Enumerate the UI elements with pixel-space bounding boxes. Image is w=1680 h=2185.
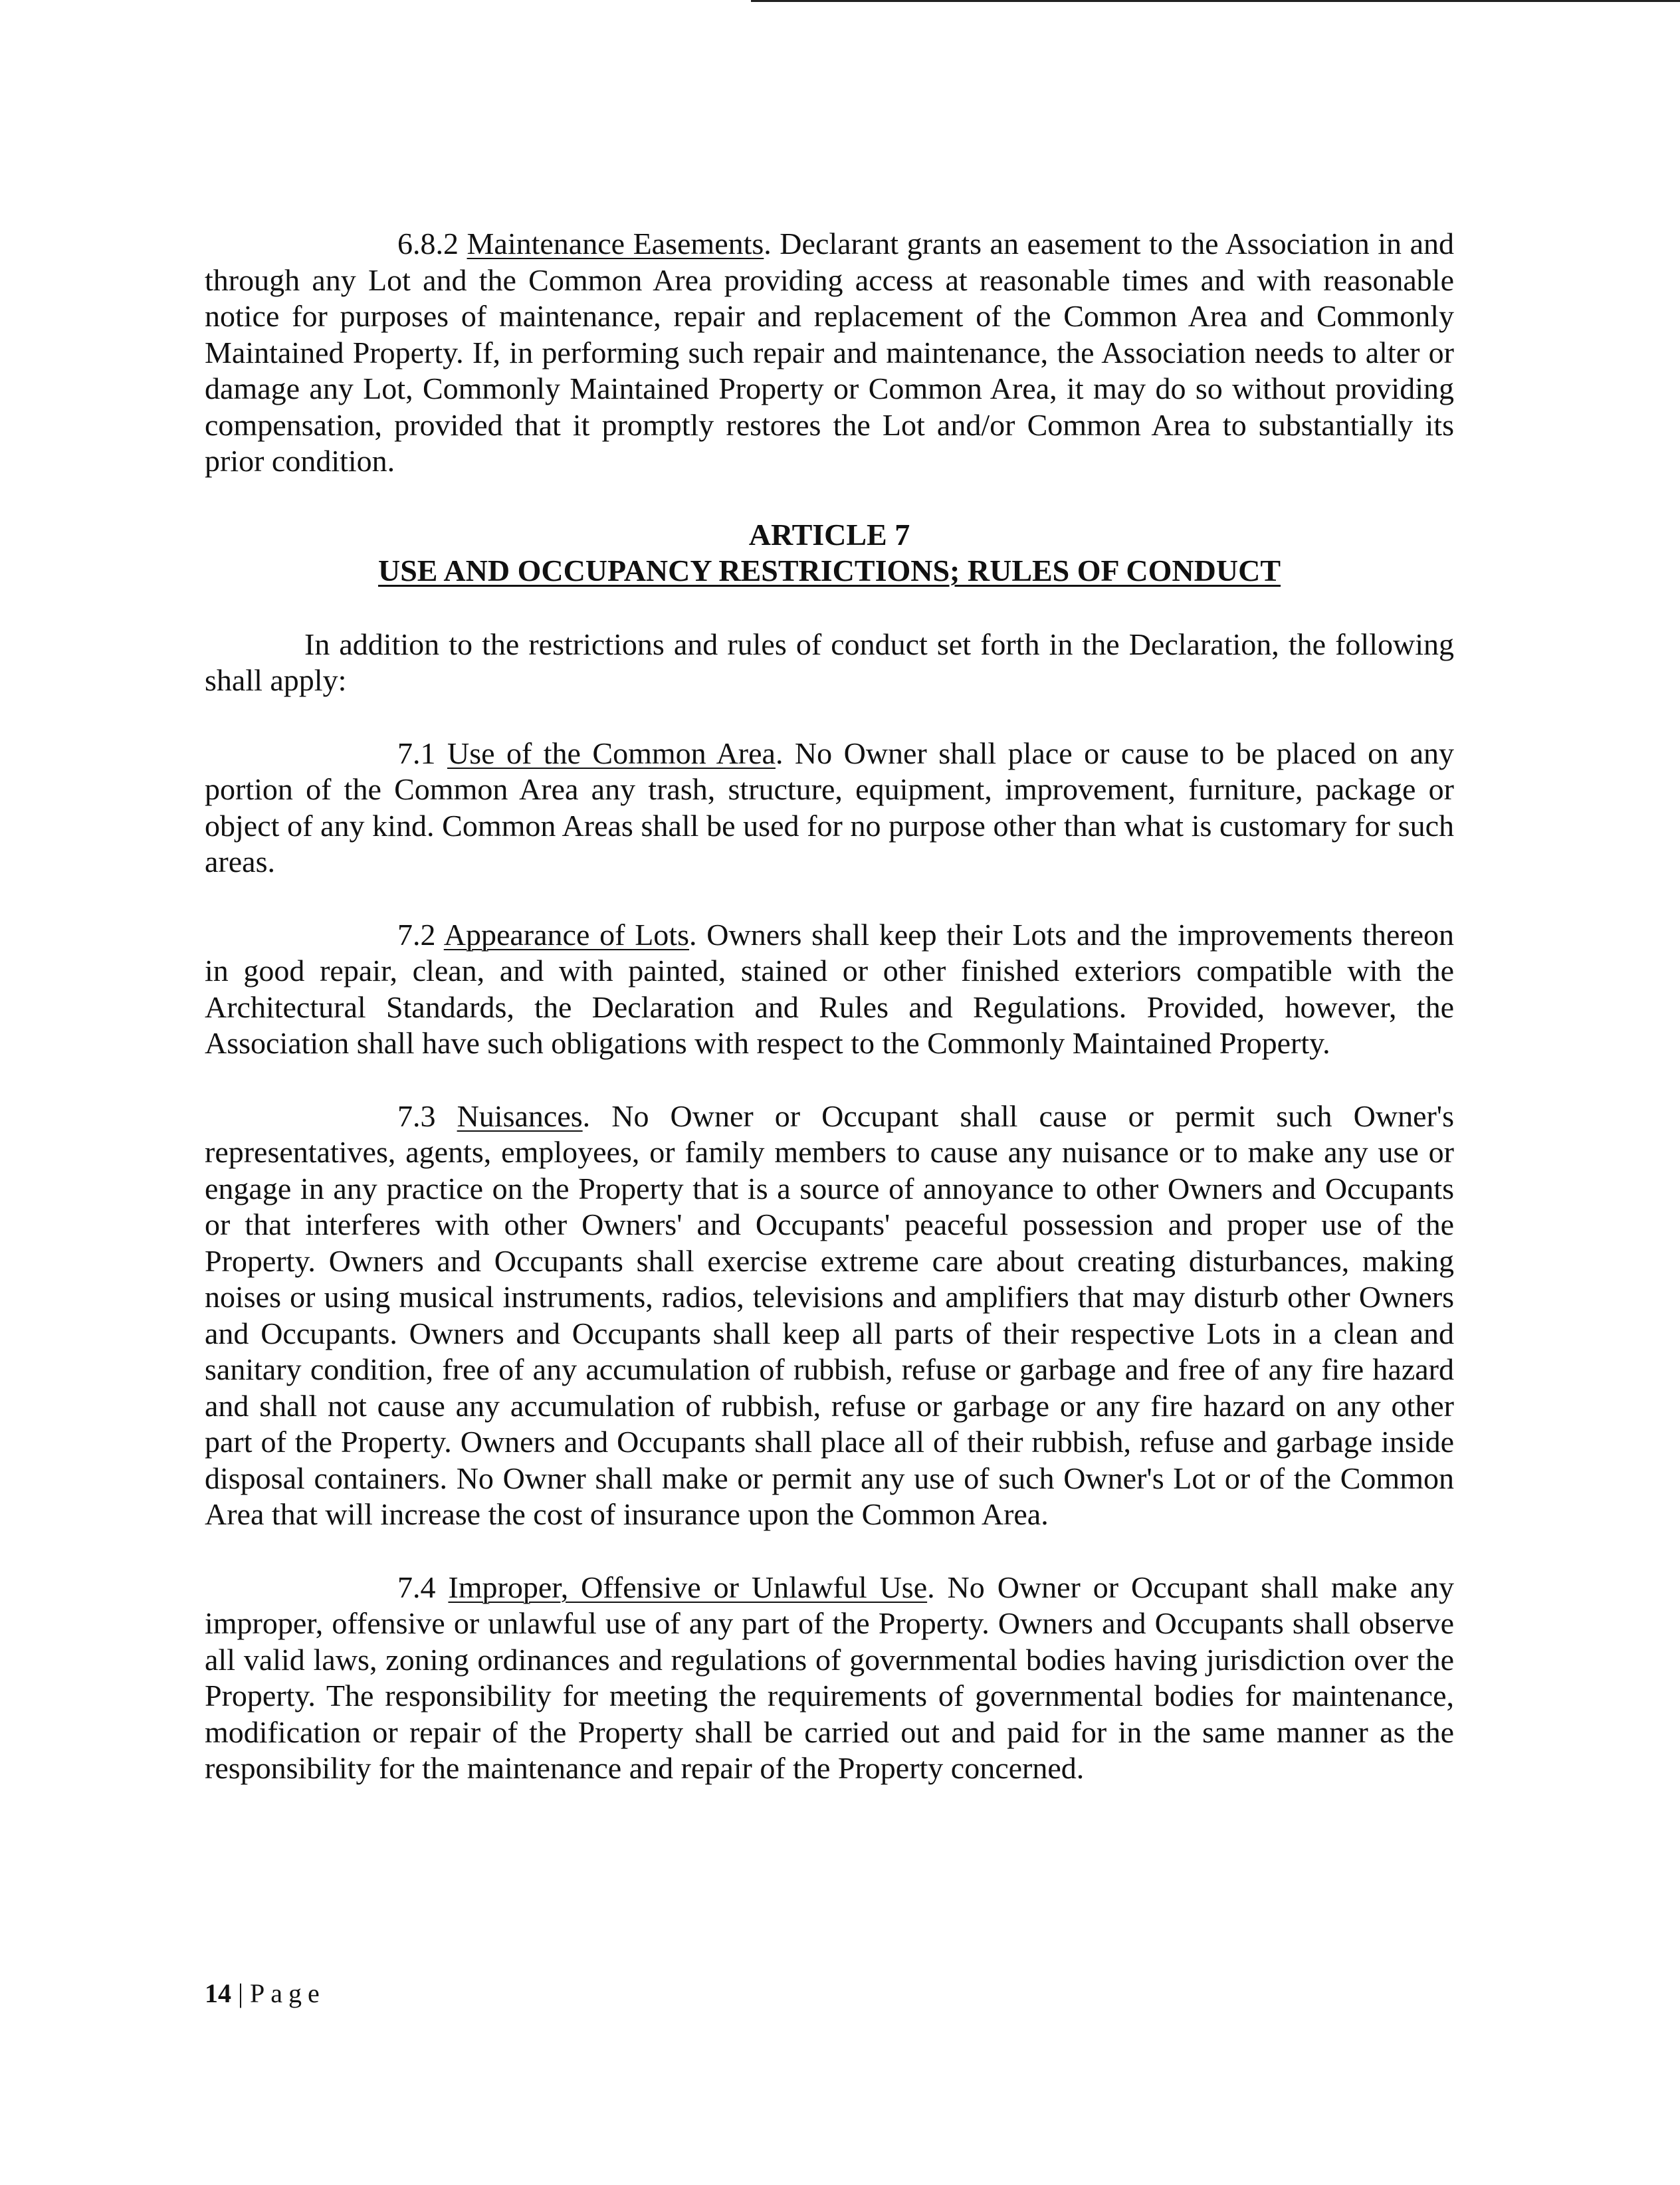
section-7-3 xyxy=(205,1098,1454,1533)
section-7-4 xyxy=(205,1570,1454,1787)
section-text: . No Owner or Occupant shall cause or permit such Owner's representatives, agents, employees, or family members to cause any nuisance or to make any use or engage in any practice on the Property that is a source of annoyance to other Owners and Occupants or that interferes with other Owners' and Occupants' peaceful possession and proper use of the Property. Owners and Occupants shall exercise extreme care about creating disturbances, making noises or using musical instruments, radios, televisions and amplifiers that may disturb other Owners and Occupants. Owners and Occupants shall keep all parts of their respective Lots in a clean and sanitary condition, free of any accumulation of rubbish, refuse or garbage and free of any fire hazard and shall not cause any accumulation of rubbish, refuse or garbage or any fire hazard on any other part of the Property. Owners and Occupants shall place all of their rubbish, refuse and garbage inside disposal containers. No Owner shall make or permit any use of such Owner's Lot or of the Common Area that will increase the cost of insurance upon the Common Area. xyxy=(205,1098,1454,1531)
article-title: USE AND OCCUPANCY RESTRICTIONS; RULES OF CONDUCT xyxy=(377,554,1281,587)
section-heading: Improper, Offensive or Unlawful Use xyxy=(448,1570,928,1604)
section-number: 7.1 xyxy=(397,736,436,770)
footer-separator: | xyxy=(238,1978,244,2008)
article-heading-block xyxy=(205,517,1454,589)
section-text: . No Owner or Occupant shall make any improper, offensive or unlawful use of any part of the Property. Owners and Occupants shall observe all valid laws, zoning ordinances and regulations of governmental bodies having jurisdiction over the Property. The responsibility for meeting the requirements of governmental bodies for maintenance, modification or repair of the Property shall be carried out and paid for in the same manner as the responsibility for the maintenance and repair of the Property concerned. xyxy=(205,1570,1455,1785)
page-label: Page xyxy=(250,1978,326,2008)
section-7-2 xyxy=(205,917,1454,1062)
section-6-8-2 xyxy=(205,226,1454,480)
page-number: 14 xyxy=(205,1978,231,2008)
section-number: 7.4 xyxy=(397,1570,436,1604)
page-footer xyxy=(205,1977,326,2010)
section-7-1 xyxy=(205,736,1454,881)
article-intro: In addition to the restrictions and rules of conduct set forth in the Declaration, the following shall apply: xyxy=(205,627,1454,697)
section-heading: Appearance of Lots xyxy=(443,917,689,952)
top-border-line xyxy=(751,0,1680,2)
section-heading: Nuisances xyxy=(457,1098,583,1133)
section-text: . Owners shall keep their Lots and the improvements thereon in good repair, clean, and with painted, stained or other finished exteriors compatible with the Architectural Standards, the Declaration and Rules and Regulations. Provided, however, the Association shall have such obligations with respect to the Commonly Maintained Property. xyxy=(205,917,1454,1060)
section-heading: Maintenance Easements xyxy=(467,227,764,260)
article-heading xyxy=(205,517,1454,589)
section-number: 7.2 xyxy=(397,917,436,952)
section-heading: Use of the Common Area xyxy=(447,736,776,770)
section-text: . No Owner shall place or cause to be placed on any portion of the Common Area any trash, structure, equipment, improvement, furniture, package or object of any kind. Common Areas shall be used for no purpose other than what is customary for such areas. xyxy=(205,736,1455,879)
document-body xyxy=(205,226,1454,1787)
section-number: 7.3 xyxy=(397,1098,436,1133)
section-text: . Declarant grants an easement to the Association in and through any Lot and the Common Area providing access at reasonable times and with reasonable notice for purposes of maintenance, repair and replacement of the Common Area and Commonly Maintained Property. If, in performing such repair and maintenance, the Association needs to alter or damage any Lot, Commonly Maintained Property or Common Area, it may do so without providing compensation, provided that it promptly restores the Lot and/or Common Area to substantially its prior condition. xyxy=(205,227,1454,478)
section-number: 6.8.2 xyxy=(397,227,459,260)
article-number: ARTICLE 7 xyxy=(748,517,910,552)
